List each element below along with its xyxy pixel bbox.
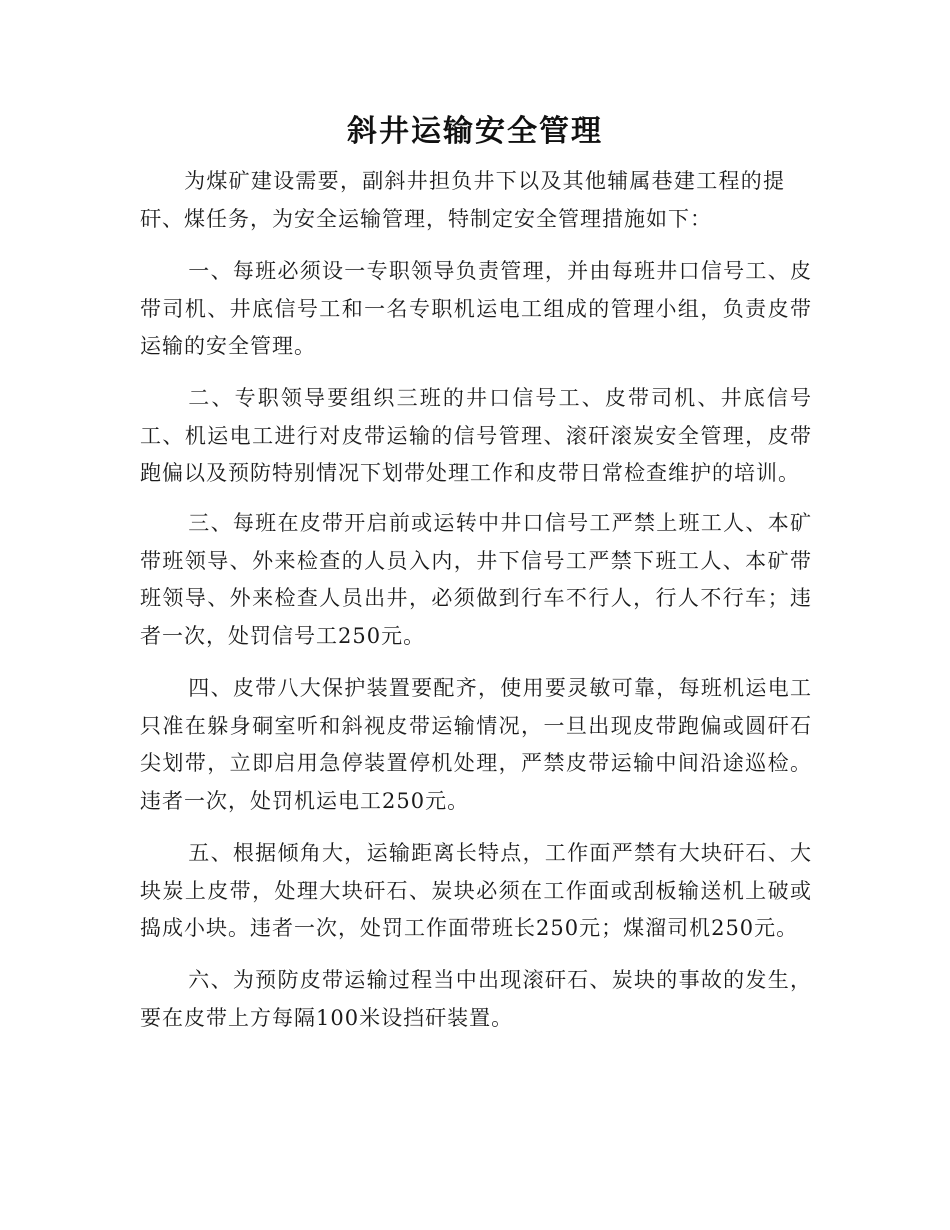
clause-1-paragraph: 一、每班必须设一专职领导负责管理，并由每班井口信号工、皮带司机、井底信号工和一名专职机运电工组成的管理小组，负责皮带运输的安全管理。 <box>140 259 812 358</box>
clause-6-paragraph: 六、为预防皮带运输过程当中出现滚矸石、炭块的事故的发生，要在皮带上方每隔100米设挡矸装置。 <box>140 968 812 1030</box>
clause-4-paragraph: 四、皮带八大保护装置要配齐，使用要灵敏可靠，每班机运电工只准在躲身硐室听和斜视皮带运输情况，一旦出现皮带跑偏或圆矸石尖划带，立即启用急停装置停机处理，严禁皮带运输中间沿途巡检。违者一次，处罚机运电工250元。 <box>140 676 812 813</box>
clause-2-paragraph: 二、专职领导要组织三班的井口信号工、皮带司机、井底信号工、机运电工进行对皮带运输的信号管理、滚矸滚炭安全管理，皮带跑偏以及预防特别情况下划带处理工作和皮带日常检查维护的培训。 <box>140 386 812 485</box>
intro-paragraph: 为煤矿建设需要，副斜井担负井下以及其他辅属巷建工程的提矸、煤任务，为安全运输管理，特制定安全管理措施如下： <box>140 169 785 231</box>
document-title: 斜井运输安全管理 <box>347 114 603 149</box>
clause-5-paragraph: 五、根据倾角大，运输距离长特点，工作面严禁有大块矸石、大块炭上皮带，处理大块矸石、炭块必须在工作面或刮板输送机上破或捣成小块。违者一次，处罚工作面带班长250元；煤溜司机250元。 <box>140 841 812 940</box>
clause-3-paragraph: 三、每班在皮带开启前或运转中井口信号工严禁上班工人、本矿带班领导、外来检查的人员入内，井下信号工严禁下班工人、本矿带班领导、外来检查人员出井，必须做到行车不行人，行人不行车；违者一次，处罚信号工250元。 <box>140 511 812 648</box>
